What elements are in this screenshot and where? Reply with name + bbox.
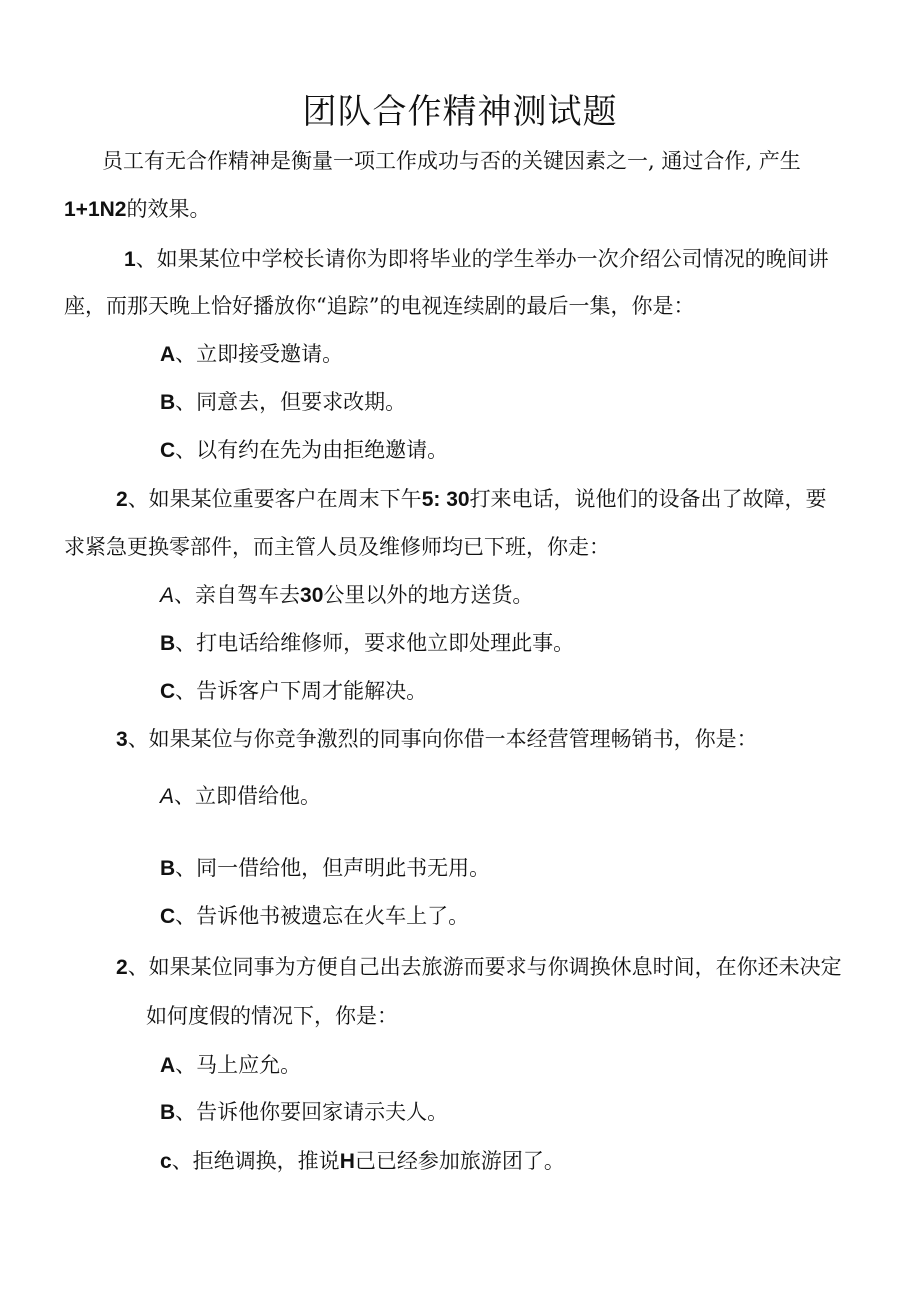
question-1-option-a xyxy=(160,339,343,370)
option-text: 、打电话给维修师，要求他立即处理此事。 xyxy=(175,631,575,655)
option-text: 、马上应允。 xyxy=(175,1053,302,1077)
option-number: 30 xyxy=(300,584,324,607)
option-letter: B xyxy=(160,391,176,414)
question-2-line-1 xyxy=(116,484,827,515)
option-letter: c xyxy=(160,1150,172,1173)
intro-line-2 xyxy=(64,194,210,225)
page-title: 团队合作精神测试题 xyxy=(302,92,618,132)
question-2-option-c xyxy=(160,676,427,707)
option-letter: C xyxy=(160,680,176,703)
option-text-b: 公里以外的地方送货。 xyxy=(323,583,534,607)
question-4-option-b xyxy=(160,1097,448,1128)
intro-line-2-text: 的效果。 xyxy=(126,197,211,221)
option-text-b: 己已经参加旅游团了。 xyxy=(354,1149,565,1173)
question-4-text: 、如果某位同事为方便自己出去旅游而要求与你调换休息时间，在你还未决定 xyxy=(127,955,842,979)
question-3-option-c xyxy=(160,901,469,932)
question-4-option-a xyxy=(160,1050,301,1081)
option-letter: A xyxy=(160,785,175,808)
question-2-text-a: 、如果某位重要客户在周末下午 xyxy=(127,487,422,511)
question-2-option-b xyxy=(160,628,574,659)
option-letter: C xyxy=(160,905,176,928)
option-letter: B xyxy=(160,857,176,880)
question-1-number: 1 xyxy=(124,248,136,271)
option-letter: A xyxy=(160,343,176,366)
question-2-text-b: 打来电话，说他们的设备出了故障，要 xyxy=(469,487,827,511)
option-text: 、同意去，但要求改期。 xyxy=(175,390,407,414)
question-4-option-c xyxy=(160,1146,565,1177)
question-3-option-b xyxy=(160,853,490,884)
option-letter: A xyxy=(160,1054,176,1077)
question-1-option-c xyxy=(160,435,448,466)
question-3-line-1 xyxy=(116,724,758,755)
option-letter: B xyxy=(160,1101,176,1124)
option-text: 、告诉他你要回家请示夫人。 xyxy=(175,1100,449,1124)
option-text-a: 、拒绝调换，推说 xyxy=(171,1149,340,1173)
question-1-line-1 xyxy=(124,244,829,275)
question-4-number: 2 xyxy=(116,956,128,979)
question-1-line-2: 座，而那天晚上恰好播放你“追踪”的电视连续剧的最后一集，你是： xyxy=(64,294,695,318)
option-text: 、告诉他书被遗忘在火车上了。 xyxy=(175,904,470,928)
option-text-a: 、亲自驾车去 xyxy=(174,583,301,607)
question-4-line-2: 如何度假的情况下，你是： xyxy=(146,1004,398,1028)
question-4-line-1 xyxy=(116,952,842,983)
question-2-time: 5: 30 xyxy=(421,488,470,511)
option-letter: B xyxy=(160,632,176,655)
question-3-number: 3 xyxy=(116,728,128,751)
option-text: 、以有约在先为由拒绝邀请。 xyxy=(175,438,449,462)
question-2-number: 2 xyxy=(116,488,128,511)
intro-line-1: 员工有无合作精神是衡量一项工作成功与否的关键因素之一, 通过合作, 产生 xyxy=(102,149,801,173)
option-text: 、立即借给他。 xyxy=(174,784,322,808)
question-1-text: 、如果某位中学校长请你为即将毕业的学生举办一次介绍公司情况的晚间讲 xyxy=(135,247,829,271)
option-mid-char: H xyxy=(339,1150,355,1173)
question-3-text: 、如果某位与你竞争激烈的同事向你借一本经营管理畅销书，你是： xyxy=(127,727,758,751)
question-1-option-b xyxy=(160,387,406,418)
option-text: 、立即接受邀请。 xyxy=(175,342,344,366)
option-text: 、同一借给他，但声明此书无用。 xyxy=(175,856,491,880)
intro-formula: 1+1N2 xyxy=(64,198,127,221)
question-3-option-a xyxy=(160,781,321,812)
question-2-option-a xyxy=(160,580,533,611)
option-letter: C xyxy=(160,439,176,462)
option-text: 、告诉客户下周才能解决。 xyxy=(175,679,428,703)
option-letter: A xyxy=(160,584,175,607)
question-2-line-2: 求紧急更换零部件，而主管人员及维修师均已下班，你走： xyxy=(64,535,610,559)
